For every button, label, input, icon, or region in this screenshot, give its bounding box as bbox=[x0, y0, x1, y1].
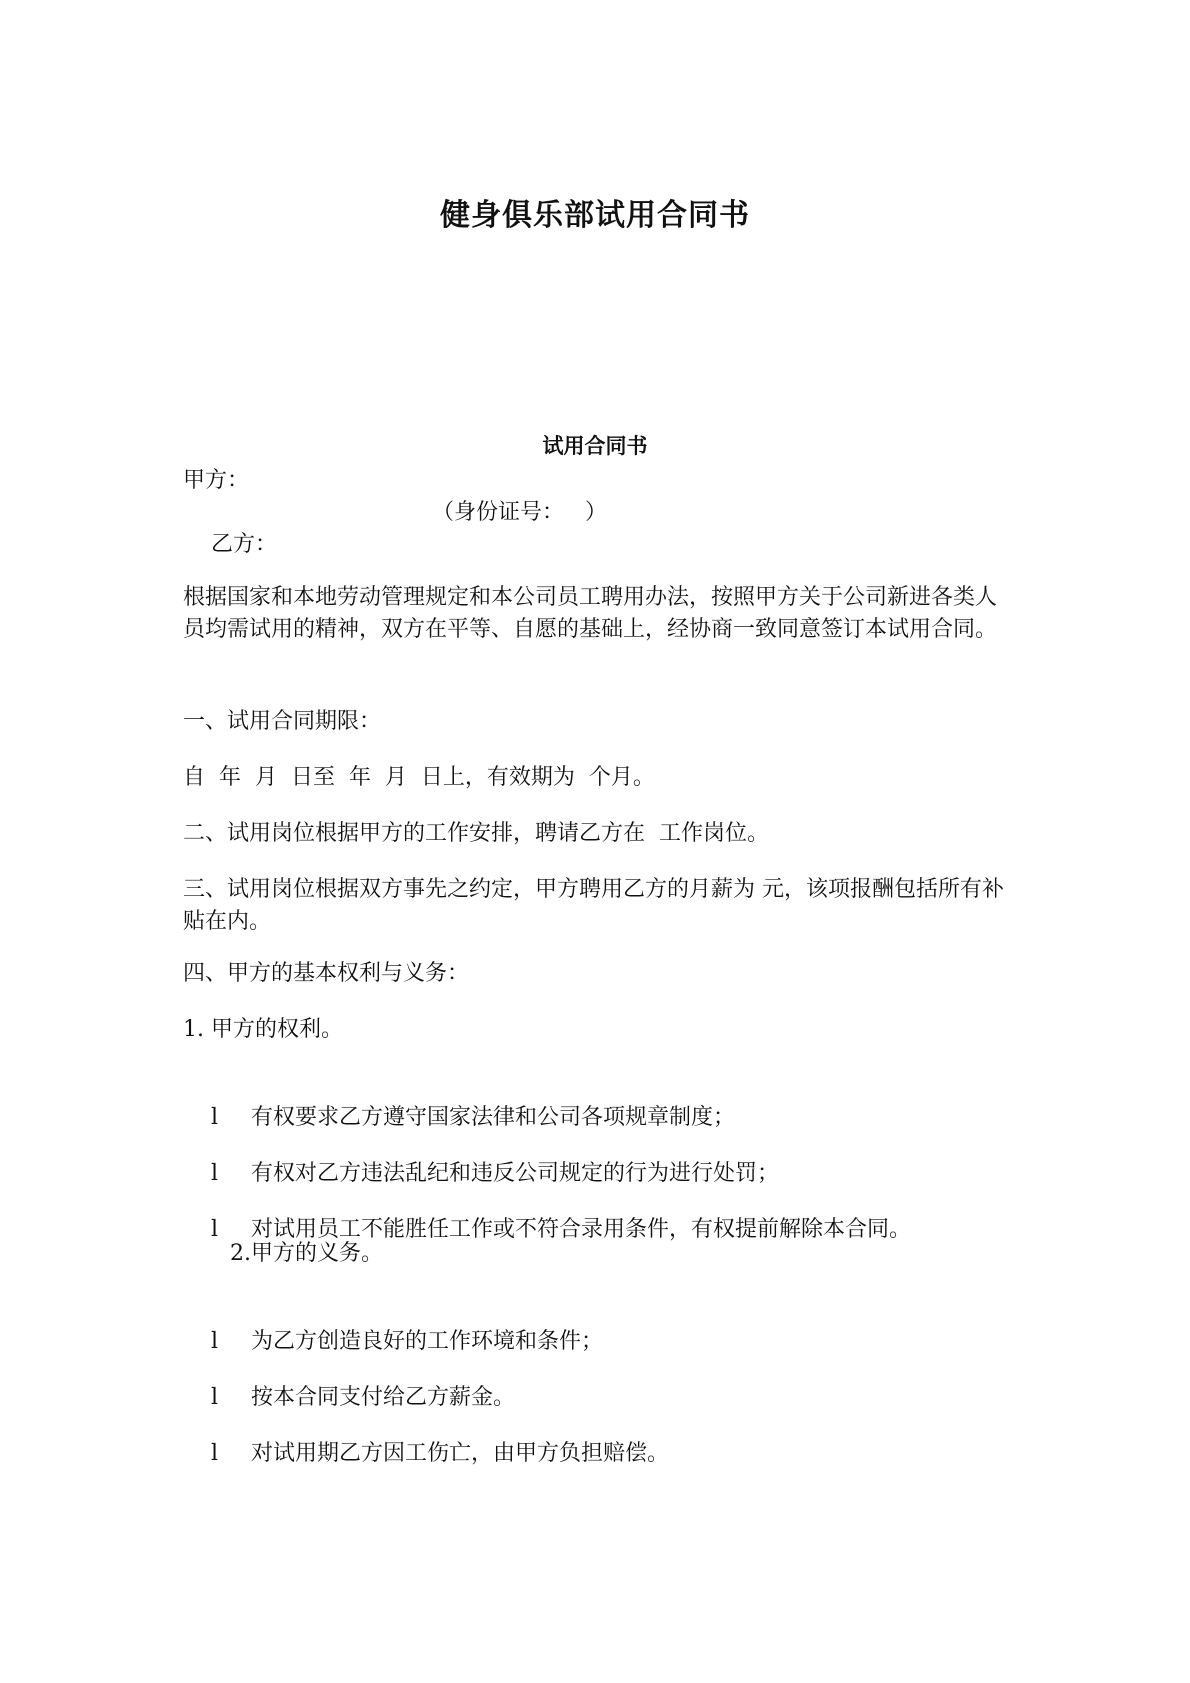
list-item bbox=[183, 1406, 669, 1502]
duties-heading: 2.甲方的义务。 bbox=[230, 1241, 383, 1266]
bullet-marker: l bbox=[210, 1217, 219, 1242]
list-item-text: 有权要求乙方遵守国家法律和公司各项规章制度； bbox=[250, 1105, 735, 1130]
section-1-heading: 一、试用合同期限： bbox=[183, 709, 382, 734]
id-number-label: （身份证号： ） bbox=[432, 500, 607, 525]
bullet-marker: l bbox=[210, 1385, 219, 1410]
list-item-text: 对试用员工不能胜任工作或不符合录用条件，有权提前解除本合同。 bbox=[250, 1217, 911, 1242]
list-item-text: 有权对乙方违法乱纪和违反公司规定的行为进行处罚； bbox=[250, 1161, 779, 1186]
party-a-label: 甲方： bbox=[183, 468, 250, 493]
bullet-marker: l bbox=[210, 1161, 219, 1186]
list-item-text: 按本合同支付给乙方薪金。 bbox=[250, 1385, 515, 1410]
document-title: 健身俱乐部试用合同书 bbox=[440, 198, 750, 233]
bullet-marker: l bbox=[210, 1441, 219, 1466]
section-3: 三、试用岗位根据双方事先之约定，甲方聘用乙方的月薪为 元，该项报酬包括所有补贴在内。 bbox=[183, 877, 1004, 934]
bullet-marker: l bbox=[210, 1329, 219, 1354]
party-b-label: 乙方： bbox=[210, 532, 277, 557]
list-item-text: 为乙方创造良好的工作环境和条件； bbox=[250, 1329, 603, 1354]
section-2: 二、试用岗位根据甲方的工作安排，聘请乙方在 工作岗位。 bbox=[183, 821, 769, 846]
list-item-text: 对试用期乙方因工伤亡，由甲方负担赔偿。 bbox=[250, 1441, 669, 1466]
bullet-marker: l bbox=[210, 1105, 219, 1130]
rights-heading: 1. 甲方的权利。 bbox=[183, 1017, 343, 1042]
section-4-heading: 四、甲方的基本权利与义务： bbox=[183, 961, 470, 986]
contract-subtitle: 试用合同书 bbox=[542, 434, 648, 458]
section-1-body: 自 年 月 日至 年 月 日上，有效期为 个月。 bbox=[183, 765, 655, 790]
preamble-paragraph: 根据国家和本地劳动管理规定和本公司员工聘用办法，按照甲方关于公司新进各类人员均需试用的精神，双方在平等、自愿的基础上，经协商一致同意签订本试用合同。 bbox=[183, 585, 998, 642]
